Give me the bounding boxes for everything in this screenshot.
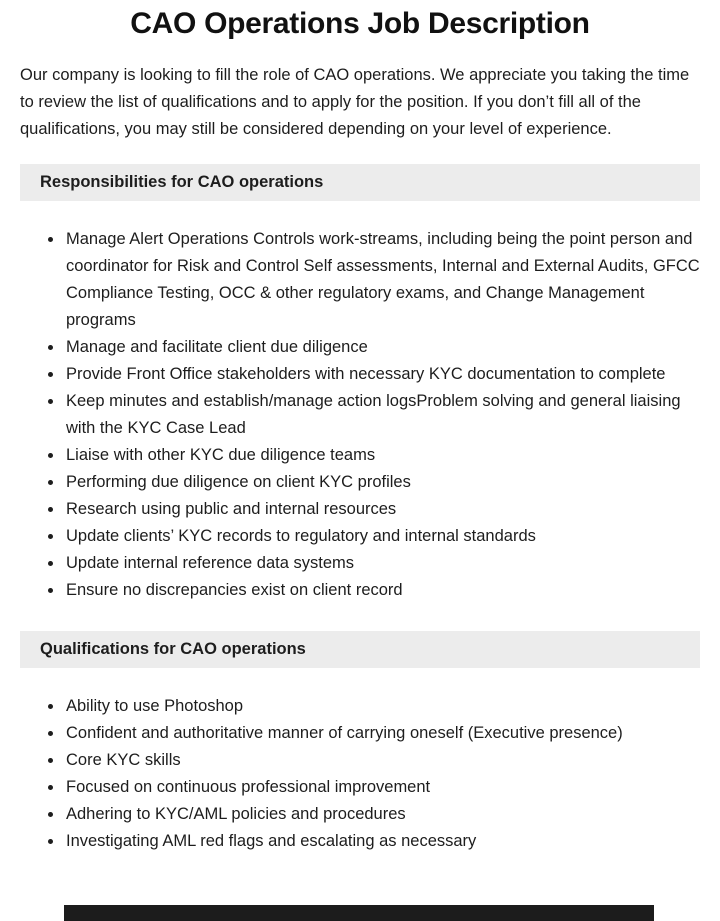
list-item: • Performing due diligence on client KYC profiles <box>64 469 700 496</box>
section-qualifications <box>20 631 700 855</box>
list-item: • Provide Front Office stakeholders with necessary KYC documentation to complete <box>64 361 700 388</box>
list-item: • Adhering to KYC/AML policies and procedures <box>64 801 700 828</box>
list-item: • Investigating AML red flags and escalating as necessary <box>64 828 700 855</box>
list-item: • Core KYC skills <box>64 747 700 774</box>
list-item: • Confident and authoritative manner of carrying oneself (Executive presence) <box>64 720 700 747</box>
list-item: • Keep minutes and establish/manage action logsProblem solving and general liaising with the KYC Case Lead <box>64 388 700 442</box>
list-item: • Ensure no discrepancies exist on client record <box>64 577 700 604</box>
qualifications-list <box>20 693 700 855</box>
section-heading-responsibilities: Responsibilities for CAO operations <box>20 164 700 201</box>
list-item: • Liaise with other KYC due diligence teams <box>64 442 700 469</box>
page-title: CAO Operations Job Description <box>130 7 590 40</box>
section-heading-qualifications: Qualifications for CAO operations <box>20 631 700 668</box>
list-item: • Update internal reference data systems <box>64 550 700 577</box>
responsibilities-list <box>20 226 700 604</box>
list-item: • Manage Alert Operations Controls work-streams, including being the point person and coordinator for Risk and Control Self assessments, Internal and External Audits, GFCC Compliance Testing, OCC & other regulatory exams, and Change Management programs <box>64 226 700 334</box>
list-item: • Research using public and internal resources <box>64 496 700 523</box>
list-item: • Update clients’ KYC records to regulatory and internal standards <box>64 523 700 550</box>
partial-dark-bar <box>64 905 654 921</box>
list-item: • Manage and facilitate client due diligence <box>64 334 700 361</box>
list-item: • Focused on continuous professional improvement <box>64 774 700 801</box>
intro-paragraph: Our company is looking to fill the role of CAO operations. We appreciate you taking the time to review the list of qualifications and to apply for the position. If you don’t fill all of the qualifications, you may still be considered depending on your level of experience. <box>20 66 690 138</box>
section-responsibilities <box>20 164 700 604</box>
list-item: • Ability to use Photoshop <box>64 693 700 720</box>
